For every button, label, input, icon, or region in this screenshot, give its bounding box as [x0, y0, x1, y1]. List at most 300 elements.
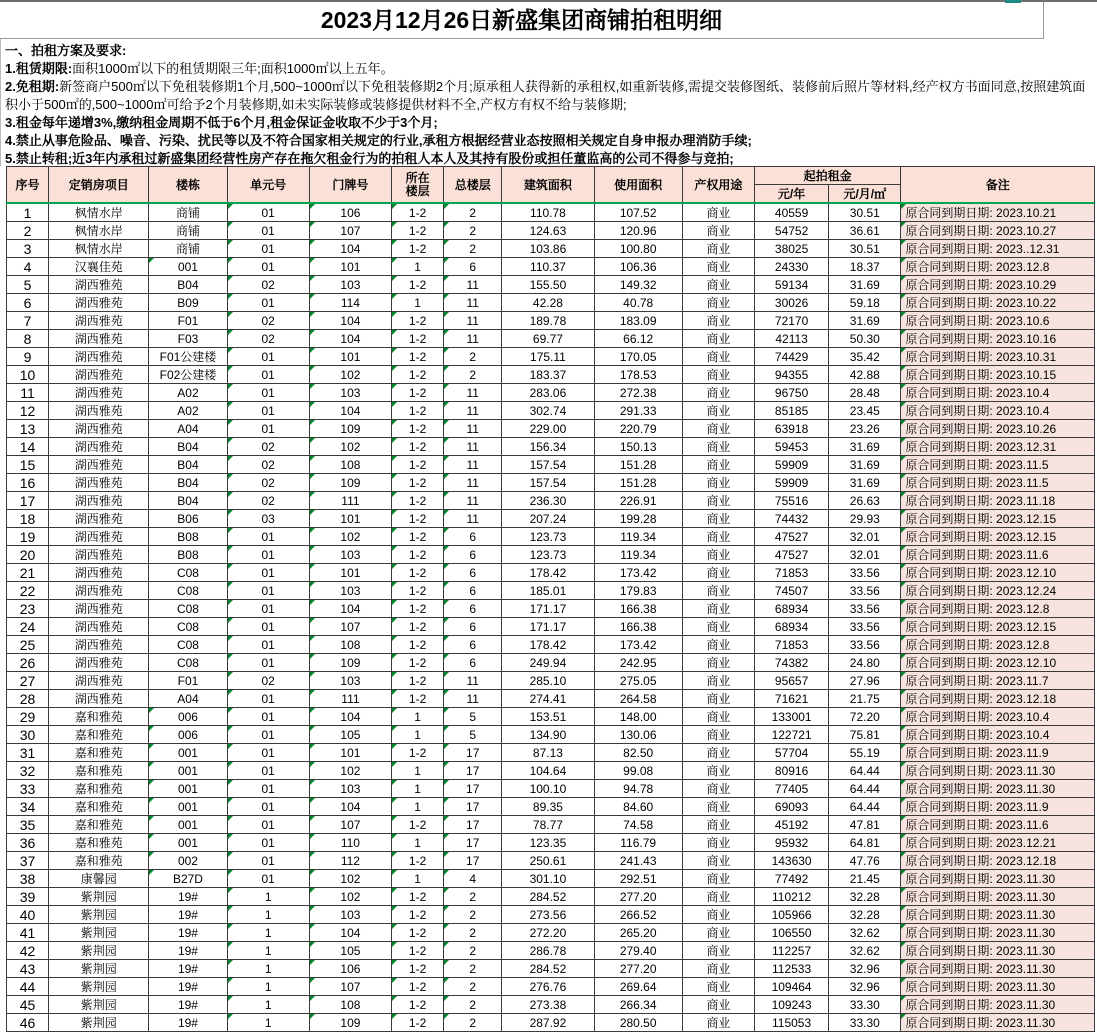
- cell-project[interactable]: 嘉和雅苑: [49, 798, 149, 816]
- cell-floor[interactable]: 1-2: [392, 960, 444, 978]
- cell-rent_month[interactable]: 72.20: [829, 708, 901, 726]
- cell-use_area[interactable]: 183.09: [594, 312, 682, 330]
- cell-seq[interactable]: 16: [7, 474, 49, 492]
- cell-building[interactable]: B04: [149, 456, 227, 474]
- cell-unit[interactable]: 01: [227, 834, 309, 852]
- cell-use_area[interactable]: 264.58: [594, 690, 682, 708]
- cell-build_area[interactable]: 171.17: [502, 618, 594, 636]
- cell-remark[interactable]: 原合同到期日期: 2023.11.9: [901, 798, 1095, 816]
- cell-building[interactable]: B04: [149, 276, 227, 294]
- cell-floor[interactable]: 1: [392, 780, 444, 798]
- cell-floor[interactable]: 1-2: [392, 474, 444, 492]
- cell-unit[interactable]: 01: [227, 654, 309, 672]
- cell-door[interactable]: 102: [309, 528, 391, 546]
- cell-floors[interactable]: 2: [444, 1014, 502, 1032]
- cell-floors[interactable]: 2: [444, 906, 502, 924]
- cell-project[interactable]: 紫荆园: [49, 924, 149, 942]
- cell-remark[interactable]: 原合同到期日期: 2023.12.10: [901, 564, 1095, 582]
- cell-door[interactable]: 105: [309, 726, 391, 744]
- cell-seq[interactable]: 31: [7, 744, 49, 762]
- cell-door[interactable]: 104: [309, 600, 391, 618]
- cell-build_area[interactable]: 273.56: [502, 906, 594, 924]
- cell-rent_year[interactable]: 110212: [754, 888, 828, 906]
- cell-seq[interactable]: 43: [7, 960, 49, 978]
- cell-rent_year[interactable]: 47527: [754, 528, 828, 546]
- cell-build_area[interactable]: 185.01: [502, 582, 594, 600]
- cell-usage[interactable]: 商业: [682, 780, 754, 798]
- cell-building[interactable]: 001: [149, 744, 227, 762]
- cell-door[interactable]: 109: [309, 420, 391, 438]
- cell-floors[interactable]: 11: [444, 474, 502, 492]
- cell-remark[interactable]: 原合同到期日期: 2023.11.30: [901, 870, 1095, 888]
- cell-door[interactable]: 102: [309, 366, 391, 384]
- cell-build_area[interactable]: 287.92: [502, 1014, 594, 1032]
- cell-use_area[interactable]: 170.05: [594, 348, 682, 366]
- column-header-seq[interactable]: 序号: [7, 167, 49, 204]
- cell-use_area[interactable]: 149.32: [594, 276, 682, 294]
- cell-unit[interactable]: 01: [227, 348, 309, 366]
- cell-usage[interactable]: 商业: [682, 348, 754, 366]
- cell-seq[interactable]: 13: [7, 420, 49, 438]
- cell-seq[interactable]: 27: [7, 672, 49, 690]
- cell-remark[interactable]: 原合同到期日期: 2023..12.31: [901, 240, 1095, 258]
- column-header-build-area[interactable]: 建筑面积: [502, 167, 594, 204]
- cell-floors[interactable]: 11: [444, 312, 502, 330]
- cell-floors[interactable]: 6: [444, 618, 502, 636]
- cell-seq[interactable]: 39: [7, 888, 49, 906]
- cell-door[interactable]: 101: [309, 258, 391, 276]
- cell-door[interactable]: 109: [309, 474, 391, 492]
- cell-usage[interactable]: 商业: [682, 906, 754, 924]
- cell-seq[interactable]: 37: [7, 852, 49, 870]
- cell-rent_month[interactable]: 33.30: [829, 1014, 901, 1032]
- cell-build_area[interactable]: 134.90: [502, 726, 594, 744]
- cell-remark[interactable]: 原合同到期日期: 2023.10.22: [901, 294, 1095, 312]
- cell-floor[interactable]: 1-2: [392, 222, 444, 240]
- cell-rent_month[interactable]: 64.44: [829, 762, 901, 780]
- cell-project[interactable]: 湖西雅苑: [49, 600, 149, 618]
- cell-rent_month[interactable]: 32.28: [829, 906, 901, 924]
- cell-unit[interactable]: 01: [227, 546, 309, 564]
- cell-project[interactable]: 湖西雅苑: [49, 312, 149, 330]
- cell-floor[interactable]: 1: [392, 726, 444, 744]
- cell-rent_month[interactable]: 29.93: [829, 510, 901, 528]
- cell-project[interactable]: 枫情水岸: [49, 203, 149, 222]
- cell-floor[interactable]: 1-2: [392, 510, 444, 528]
- cell-unit[interactable]: 01: [227, 384, 309, 402]
- cell-rent_month[interactable]: 32.62: [829, 942, 901, 960]
- cell-seq[interactable]: 29: [7, 708, 49, 726]
- cell-rent_month[interactable]: 32.01: [829, 528, 901, 546]
- cell-floors[interactable]: 17: [444, 780, 502, 798]
- cell-floors[interactable]: 11: [444, 294, 502, 312]
- cell-project[interactable]: 嘉和雅苑: [49, 708, 149, 726]
- cell-floor[interactable]: 1-2: [392, 618, 444, 636]
- cell-seq[interactable]: 4: [7, 258, 49, 276]
- cell-usage[interactable]: 商业: [682, 240, 754, 258]
- cell-floor[interactable]: 1-2: [392, 600, 444, 618]
- cell-rent_year[interactable]: 77492: [754, 870, 828, 888]
- cell-door[interactable]: 106: [309, 960, 391, 978]
- cell-seq[interactable]: 3: [7, 240, 49, 258]
- cell-usage[interactable]: 商业: [682, 852, 754, 870]
- cell-use_area[interactable]: 280.50: [594, 1014, 682, 1032]
- cell-remark[interactable]: 原合同到期日期: 2023.12.8: [901, 258, 1095, 276]
- cell-floors[interactable]: 6: [444, 600, 502, 618]
- cell-rent_year[interactable]: 94355: [754, 366, 828, 384]
- cell-usage[interactable]: 商业: [682, 564, 754, 582]
- cell-build_area[interactable]: 104.64: [502, 762, 594, 780]
- cell-project[interactable]: 湖西雅苑: [49, 636, 149, 654]
- cell-remark[interactable]: 原合同到期日期: 2023.11.9: [901, 744, 1095, 762]
- cell-floors[interactable]: 2: [444, 888, 502, 906]
- cell-usage[interactable]: 商业: [682, 870, 754, 888]
- cell-seq[interactable]: 22: [7, 582, 49, 600]
- cell-building[interactable]: B27D: [149, 870, 227, 888]
- cell-remark[interactable]: 原合同到期日期: 2023.11.18: [901, 492, 1095, 510]
- cell-building[interactable]: C08: [149, 600, 227, 618]
- cell-floors[interactable]: 5: [444, 726, 502, 744]
- cell-usage[interactable]: 商业: [682, 600, 754, 618]
- cell-seq[interactable]: 9: [7, 348, 49, 366]
- cell-use_area[interactable]: 266.52: [594, 906, 682, 924]
- cell-floors[interactable]: 11: [444, 492, 502, 510]
- cell-floor[interactable]: 1-2: [392, 636, 444, 654]
- cell-build_area[interactable]: 272.20: [502, 924, 594, 942]
- cell-use_area[interactable]: 241.43: [594, 852, 682, 870]
- cell-rent_year[interactable]: 95932: [754, 834, 828, 852]
- cell-seq[interactable]: 33: [7, 780, 49, 798]
- cell-project[interactable]: 湖西雅苑: [49, 420, 149, 438]
- cell-rent_month[interactable]: 42.88: [829, 366, 901, 384]
- cell-rent_month[interactable]: 64.44: [829, 798, 901, 816]
- cell-build_area[interactable]: 124.63: [502, 222, 594, 240]
- cell-build_area[interactable]: 123.73: [502, 546, 594, 564]
- cell-unit[interactable]: 01: [227, 744, 309, 762]
- cell-rent_year[interactable]: 105966: [754, 906, 828, 924]
- cell-unit[interactable]: 01: [227, 780, 309, 798]
- cell-floors[interactable]: 11: [444, 672, 502, 690]
- cell-unit[interactable]: 01: [227, 690, 309, 708]
- cell-remark[interactable]: 原合同到期日期: 2023.12.10: [901, 654, 1095, 672]
- cell-floor[interactable]: 1-2: [392, 348, 444, 366]
- cell-rent_year[interactable]: 74382: [754, 654, 828, 672]
- cell-remark[interactable]: 原合同到期日期: 2023.12.15: [901, 528, 1095, 546]
- cell-unit[interactable]: 1: [227, 906, 309, 924]
- cell-building[interactable]: 19#: [149, 942, 227, 960]
- cell-rent_year[interactable]: 71621: [754, 690, 828, 708]
- cell-project[interactable]: 湖西雅苑: [49, 276, 149, 294]
- cell-use_area[interactable]: 173.42: [594, 564, 682, 582]
- cell-rent_year[interactable]: 112257: [754, 942, 828, 960]
- cell-build_area[interactable]: 123.73: [502, 528, 594, 546]
- cell-build_area[interactable]: 178.42: [502, 564, 594, 582]
- cell-usage[interactable]: 商业: [682, 726, 754, 744]
- cell-floor[interactable]: 1-2: [392, 420, 444, 438]
- cell-door[interactable]: 103: [309, 546, 391, 564]
- cell-seq[interactable]: 38: [7, 870, 49, 888]
- cell-rent_month[interactable]: 47.76: [829, 852, 901, 870]
- column-header-usage[interactable]: 产权用途: [682, 167, 754, 204]
- cell-floors[interactable]: 6: [444, 546, 502, 564]
- cell-usage[interactable]: 商业: [682, 222, 754, 240]
- cell-rent_year[interactable]: 109243: [754, 996, 828, 1014]
- cell-rent_month[interactable]: 31.69: [829, 276, 901, 294]
- cell-build_area[interactable]: 236.30: [502, 492, 594, 510]
- cell-rent_month[interactable]: 32.96: [829, 960, 901, 978]
- cell-build_area[interactable]: 189.78: [502, 312, 594, 330]
- cell-rent_year[interactable]: 71853: [754, 564, 828, 582]
- cell-rent_month[interactable]: 75.81: [829, 726, 901, 744]
- cell-project[interactable]: 湖西雅苑: [49, 528, 149, 546]
- cell-floors[interactable]: 6: [444, 636, 502, 654]
- cell-rent_month[interactable]: 64.81: [829, 834, 901, 852]
- cell-seq[interactable]: 18: [7, 510, 49, 528]
- cell-unit[interactable]: 01: [227, 708, 309, 726]
- cell-remark[interactable]: 原合同到期日期: 2023.11.30: [901, 762, 1095, 780]
- cell-build_area[interactable]: 155.50: [502, 276, 594, 294]
- cell-remark[interactable]: 原合同到期日期: 2023.11.30: [901, 924, 1095, 942]
- cell-seq[interactable]: 34: [7, 798, 49, 816]
- cell-floor[interactable]: 1-2: [392, 438, 444, 456]
- cell-use_area[interactable]: 272.38: [594, 384, 682, 402]
- cell-remark[interactable]: 原合同到期日期: 2023.12.31: [901, 438, 1095, 456]
- cell-floor[interactable]: 1-2: [392, 582, 444, 600]
- cell-remark[interactable]: 原合同到期日期: 2023.12.8: [901, 600, 1095, 618]
- cell-door[interactable]: 101: [309, 744, 391, 762]
- cell-remark[interactable]: 原合同到期日期: 2023.11.30: [901, 942, 1095, 960]
- cell-unit[interactable]: 02: [227, 312, 309, 330]
- cell-rent_year[interactable]: 59453: [754, 438, 828, 456]
- cell-seq[interactable]: 40: [7, 906, 49, 924]
- cell-project[interactable]: 湖西雅苑: [49, 654, 149, 672]
- cell-build_area[interactable]: 273.38: [502, 996, 594, 1014]
- cell-floors[interactable]: 2: [444, 960, 502, 978]
- cell-rent_year[interactable]: 38025: [754, 240, 828, 258]
- cell-floor[interactable]: 1-2: [392, 654, 444, 672]
- cell-building[interactable]: 19#: [149, 1014, 227, 1032]
- cell-rent_year[interactable]: 57704: [754, 744, 828, 762]
- cell-unit[interactable]: 01: [227, 258, 309, 276]
- cell-rent_year[interactable]: 40559: [754, 203, 828, 222]
- cell-unit[interactable]: 02: [227, 492, 309, 510]
- cell-rent_month[interactable]: 21.75: [829, 690, 901, 708]
- cell-building[interactable]: F01: [149, 672, 227, 690]
- cell-building[interactable]: 001: [149, 816, 227, 834]
- cell-project[interactable]: 康馨园: [49, 870, 149, 888]
- cell-unit[interactable]: 01: [227, 402, 309, 420]
- cell-use_area[interactable]: 166.38: [594, 618, 682, 636]
- cell-rent_month[interactable]: 33.56: [829, 582, 901, 600]
- cell-remark[interactable]: 原合同到期日期: 2023.11.30: [901, 780, 1095, 798]
- cell-floor[interactable]: 1-2: [392, 203, 444, 222]
- cell-build_area[interactable]: 110.78: [502, 203, 594, 222]
- cell-use_area[interactable]: 291.33: [594, 402, 682, 420]
- cell-unit[interactable]: 01: [227, 798, 309, 816]
- cell-building[interactable]: 19#: [149, 924, 227, 942]
- cell-seq[interactable]: 24: [7, 618, 49, 636]
- cell-floors[interactable]: 6: [444, 582, 502, 600]
- cell-use_area[interactable]: 220.79: [594, 420, 682, 438]
- cell-building[interactable]: B09: [149, 294, 227, 312]
- cell-rent_year[interactable]: 59909: [754, 474, 828, 492]
- cell-usage[interactable]: 商业: [682, 942, 754, 960]
- cell-remark[interactable]: 原合同到期日期: 2023.10.6: [901, 312, 1095, 330]
- cell-floors[interactable]: 2: [444, 366, 502, 384]
- cell-unit[interactable]: 1: [227, 1014, 309, 1032]
- cell-usage[interactable]: 商业: [682, 888, 754, 906]
- cell-door[interactable]: 103: [309, 780, 391, 798]
- cell-usage[interactable]: 商业: [682, 203, 754, 222]
- cell-project[interactable]: 枫情水岸: [49, 240, 149, 258]
- cell-rent_month[interactable]: 31.69: [829, 312, 901, 330]
- cell-usage[interactable]: 商业: [682, 312, 754, 330]
- cell-use_area[interactable]: 100.80: [594, 240, 682, 258]
- cell-seq[interactable]: 1: [7, 203, 49, 222]
- cell-use_area[interactable]: 106.36: [594, 258, 682, 276]
- cell-unit[interactable]: 02: [227, 276, 309, 294]
- cell-remark[interactable]: 原合同到期日期: 2023.11.5: [901, 456, 1095, 474]
- column-header-floor[interactable]: 所在楼层: [392, 167, 444, 204]
- column-header-rent-year[interactable]: 元/年: [754, 185, 828, 204]
- cell-remark[interactable]: 原合同到期日期: 2023.12.18: [901, 690, 1095, 708]
- cell-unit[interactable]: 01: [227, 762, 309, 780]
- column-header-project[interactable]: 定销房项目: [49, 167, 149, 204]
- cell-rent_month[interactable]: 31.69: [829, 474, 901, 492]
- cell-unit[interactable]: 1: [227, 888, 309, 906]
- cell-use_area[interactable]: 173.42: [594, 636, 682, 654]
- cell-door[interactable]: 109: [309, 654, 391, 672]
- cell-usage[interactable]: 商业: [682, 744, 754, 762]
- cell-floor[interactable]: 1-2: [392, 546, 444, 564]
- cell-rent_month[interactable]: 21.45: [829, 870, 901, 888]
- cell-use_area[interactable]: 151.28: [594, 456, 682, 474]
- cell-floors[interactable]: 2: [444, 924, 502, 942]
- cell-project[interactable]: 紫荆园: [49, 996, 149, 1014]
- cell-build_area[interactable]: 103.86: [502, 240, 594, 258]
- cell-door[interactable]: 107: [309, 816, 391, 834]
- cell-use_area[interactable]: 277.20: [594, 960, 682, 978]
- cell-seq[interactable]: 36: [7, 834, 49, 852]
- cell-unit[interactable]: 1: [227, 978, 309, 996]
- cell-remark[interactable]: 原合同到期日期: 2023.10.26: [901, 420, 1095, 438]
- cell-build_area[interactable]: 171.17: [502, 600, 594, 618]
- cell-rent_year[interactable]: 59909: [754, 456, 828, 474]
- cell-use_area[interactable]: 199.28: [594, 510, 682, 528]
- cell-building[interactable]: A02: [149, 384, 227, 402]
- cell-use_area[interactable]: 40.78: [594, 294, 682, 312]
- cell-rent_month[interactable]: 30.51: [829, 203, 901, 222]
- cell-project[interactable]: 紫荆园: [49, 906, 149, 924]
- cell-usage[interactable]: 商业: [682, 672, 754, 690]
- cell-unit[interactable]: 01: [227, 582, 309, 600]
- cell-door[interactable]: 101: [309, 348, 391, 366]
- cell-building[interactable]: B08: [149, 546, 227, 564]
- cell-project[interactable]: 湖西雅苑: [49, 348, 149, 366]
- cell-door[interactable]: 107: [309, 978, 391, 996]
- cell-unit[interactable]: 01: [227, 294, 309, 312]
- cell-build_area[interactable]: 69.77: [502, 330, 594, 348]
- cell-seq[interactable]: 6: [7, 294, 49, 312]
- cell-usage[interactable]: 商业: [682, 510, 754, 528]
- cell-remark[interactable]: 原合同到期日期: 2023.10.16: [901, 330, 1095, 348]
- cell-building[interactable]: B04: [149, 438, 227, 456]
- cell-building[interactable]: C08: [149, 618, 227, 636]
- cell-remark[interactable]: 原合同到期日期: 2023.12.18: [901, 852, 1095, 870]
- cell-rent_year[interactable]: 45192: [754, 816, 828, 834]
- cell-door[interactable]: 103: [309, 582, 391, 600]
- cell-seq[interactable]: 12: [7, 402, 49, 420]
- cell-door[interactable]: 104: [309, 402, 391, 420]
- cell-rent_month[interactable]: 36.61: [829, 222, 901, 240]
- cell-remark[interactable]: 原合同到期日期: 2023.10.4: [901, 384, 1095, 402]
- cell-use_area[interactable]: 119.34: [594, 546, 682, 564]
- cell-build_area[interactable]: 175.11: [502, 348, 594, 366]
- cell-build_area[interactable]: 156.34: [502, 438, 594, 456]
- column-header-unit[interactable]: 单元号: [227, 167, 309, 204]
- cell-floor[interactable]: 1: [392, 762, 444, 780]
- cell-rent_year[interactable]: 63918: [754, 420, 828, 438]
- cell-floor[interactable]: 1-2: [392, 402, 444, 420]
- cell-rent_year[interactable]: 74507: [754, 582, 828, 600]
- cell-building[interactable]: 001: [149, 762, 227, 780]
- cell-floor[interactable]: 1-2: [392, 906, 444, 924]
- cell-building[interactable]: C08: [149, 636, 227, 654]
- cell-usage[interactable]: 商业: [682, 366, 754, 384]
- cell-floors[interactable]: 17: [444, 762, 502, 780]
- cell-build_area[interactable]: 178.42: [502, 636, 594, 654]
- cell-build_area[interactable]: 301.10: [502, 870, 594, 888]
- cell-rent_month[interactable]: 32.28: [829, 888, 901, 906]
- cell-usage[interactable]: 商业: [682, 834, 754, 852]
- cell-remark[interactable]: 原合同到期日期: 2023.10.4: [901, 708, 1095, 726]
- cell-rent_month[interactable]: 26.63: [829, 492, 901, 510]
- cell-use_area[interactable]: 94.78: [594, 780, 682, 798]
- cell-building[interactable]: F03: [149, 330, 227, 348]
- cell-door[interactable]: 107: [309, 222, 391, 240]
- cell-use_area[interactable]: 179.83: [594, 582, 682, 600]
- cell-rent_month[interactable]: 59.18: [829, 294, 901, 312]
- cell-floors[interactable]: 11: [444, 330, 502, 348]
- cell-use_area[interactable]: 107.52: [594, 203, 682, 222]
- cell-unit[interactable]: 01: [227, 852, 309, 870]
- cell-floors[interactable]: 11: [444, 276, 502, 294]
- cell-usage[interactable]: 商业: [682, 456, 754, 474]
- column-header-door[interactable]: 门牌号: [309, 167, 391, 204]
- cell-floor[interactable]: 1-2: [392, 942, 444, 960]
- cell-use_area[interactable]: 116.79: [594, 834, 682, 852]
- cell-floor[interactable]: 1: [392, 834, 444, 852]
- cell-building[interactable]: A04: [149, 690, 227, 708]
- cell-project[interactable]: 湖西雅苑: [49, 330, 149, 348]
- cell-rent_month[interactable]: 33.56: [829, 636, 901, 654]
- cell-build_area[interactable]: 87.13: [502, 744, 594, 762]
- cell-building[interactable]: 006: [149, 708, 227, 726]
- cell-use_area[interactable]: 130.06: [594, 726, 682, 744]
- cell-project[interactable]: 嘉和雅苑: [49, 852, 149, 870]
- cell-floors[interactable]: 2: [444, 240, 502, 258]
- cell-seq[interactable]: 20: [7, 546, 49, 564]
- cell-rent_month[interactable]: 18.37: [829, 258, 901, 276]
- cell-floor[interactable]: 1-2: [392, 492, 444, 510]
- cell-building[interactable]: 001: [149, 780, 227, 798]
- cell-floors[interactable]: 17: [444, 834, 502, 852]
- cell-project[interactable]: 湖西雅苑: [49, 672, 149, 690]
- cell-rent_month[interactable]: 23.26: [829, 420, 901, 438]
- cell-usage[interactable]: 商业: [682, 276, 754, 294]
- cell-unit[interactable]: 01: [227, 203, 309, 222]
- cell-floors[interactable]: 11: [444, 384, 502, 402]
